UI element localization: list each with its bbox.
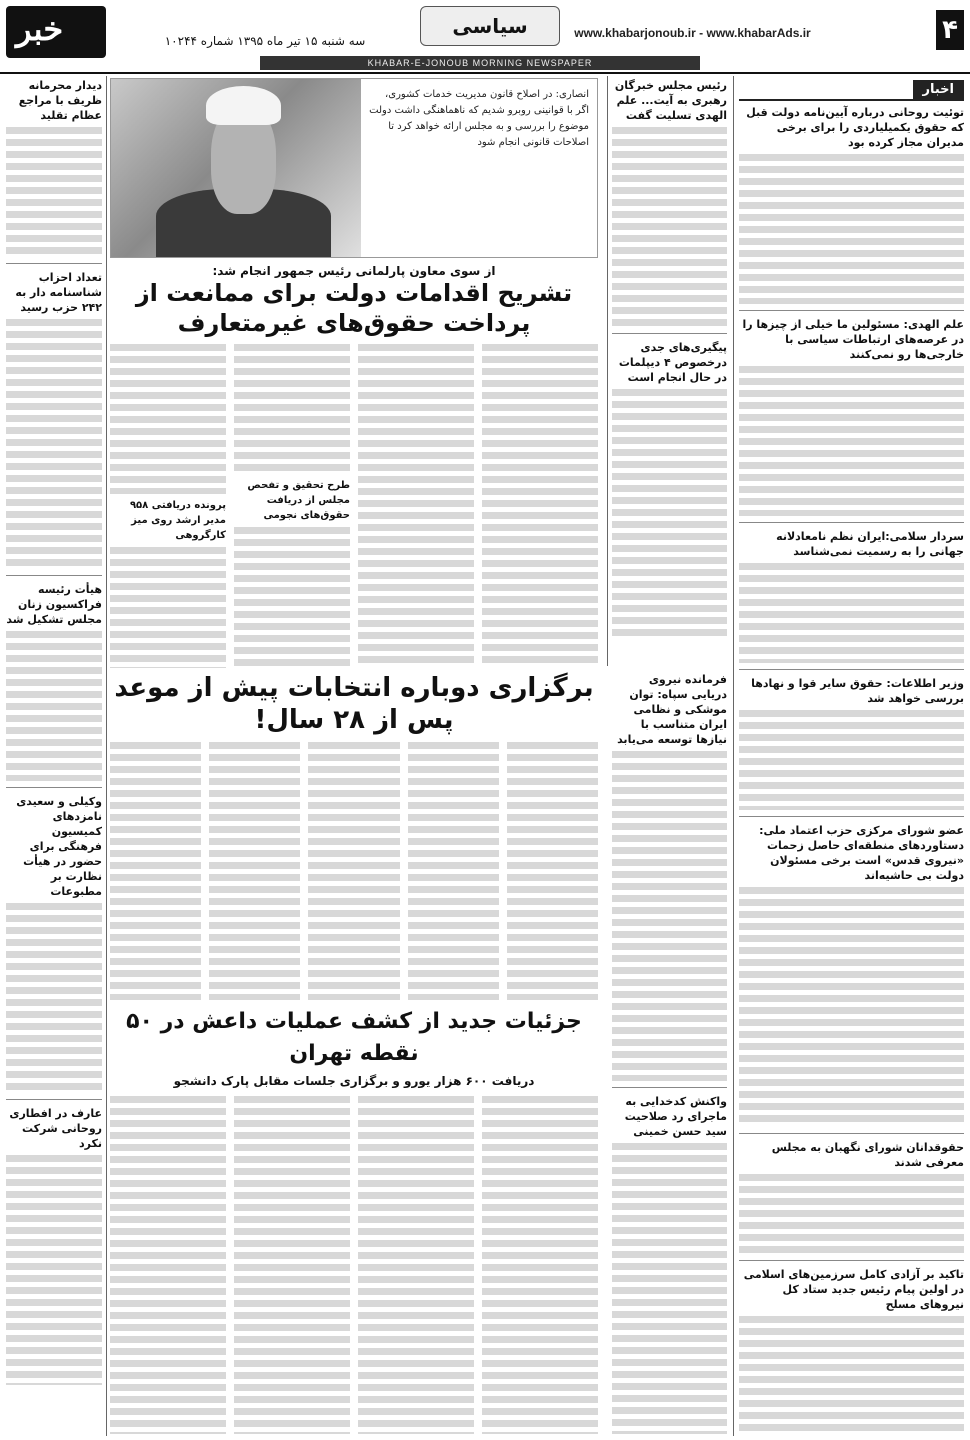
body-text	[739, 563, 964, 663]
banner: KHABAR-E-JONOUB MORNING NEWSPAPER	[260, 56, 700, 70]
body-text	[612, 389, 727, 639]
body-text	[209, 742, 300, 1000]
brief-headline[interactable]: رئیس مجلس خبرگان رهبری به آیت... علم الهدی تسلیت گفت	[614, 79, 727, 122]
article-body	[110, 344, 598, 668]
divider	[739, 1260, 964, 1261]
news-headline[interactable]: علم الهدی: مسئولین ما خیلی از چیزها را در عرصه‌های ارتباطات سیاسی با خارجی‌ها رو نمی‌کنند	[742, 318, 964, 361]
news-headline[interactable]: سردار سلامی:ایران نظم نامعادلانه جهانی را به رسمیت نمی‌شناسد	[776, 530, 964, 558]
body-text	[612, 1143, 727, 1434]
body-text	[6, 127, 102, 257]
body-text	[234, 344, 350, 474]
photo-turban	[206, 86, 281, 125]
body-text	[739, 366, 964, 516]
elections-article	[110, 672, 598, 1000]
body-text	[507, 742, 598, 1000]
elections-title[interactable]: برگزاری دوباره انتخابات پیش از موعد پس از ۲۸ سال!	[114, 673, 594, 735]
header-rule	[0, 72, 970, 74]
body-text	[6, 1155, 102, 1385]
brief-headline[interactable]: فرمانده نیروی دریایی سپاه: توان موشکی و نظامی ایران متناسب با نیازها توسعه می‌یابد	[617, 673, 727, 746]
elections-body	[110, 742, 598, 1000]
body-text	[110, 742, 201, 1000]
left-headline[interactable]: عارف در افطاری روحانی شرکت نکرد	[9, 1107, 102, 1150]
left-headline[interactable]: تعداد احزاب شناسنامه دار به ۲۴۲ حزب رسید	[15, 271, 102, 314]
security-article	[110, 1006, 598, 1434]
column-rule	[607, 76, 608, 666]
logo-text: خبر	[16, 10, 64, 48]
body-text	[6, 319, 102, 569]
subhead: طرح تحقیق و تفحص مجلس از دریافت حقوق‌های نجومی	[247, 480, 350, 521]
body-text	[234, 527, 350, 668]
column-rule	[106, 76, 107, 1436]
news-headline[interactable]: وزیر اطلاعات: حقوق سایر قوا و نهادها بررسی خواهد شد	[751, 677, 964, 705]
left-column	[6, 78, 102, 1434]
divider	[6, 263, 102, 264]
divider	[612, 1087, 727, 1088]
body-text	[739, 1316, 964, 1434]
brief-column	[612, 78, 727, 663]
brief-headline[interactable]: واکنش کدخدایی به ماجرای رد صلاحیت سید حسن خمینی	[624, 1095, 727, 1138]
section-label: سیاسی	[420, 6, 560, 46]
article-kicker: از سوی معاون پارلمانی رئیس جمهور انجام شد:	[212, 264, 496, 278]
divider	[6, 575, 102, 576]
left-headline[interactable]: هیأت رئیسه فراکسیون زنان مجلس تشکیل شد	[6, 583, 102, 626]
left-headline[interactable]: وکیلی و سعیدی نامزدهای کمیسیون فرهنگی برای حضور در هیأت نظارت بر مطبوعات	[16, 795, 102, 898]
news-headline[interactable]: تاکید بر آزادی کامل سرزمین‌های اسلامی در اولین پیام رئیس جدید ستاد کل نیروهای مسلح	[743, 1268, 964, 1311]
body-text	[482, 344, 598, 668]
newspaper-logo	[6, 6, 106, 58]
news-tag: اخبار	[913, 80, 965, 99]
divider	[739, 522, 964, 523]
subhead: پرونده دریافتی ۹۵۸ مدیر ارشد روی میز کارگروهی	[129, 500, 226, 541]
divider	[739, 816, 964, 817]
body-text	[739, 710, 964, 810]
divider	[739, 669, 964, 670]
news-headline[interactable]: عضو شورای مرکزی حزب اعتماد ملی: دستاوردهای منطقه‌ای حاصل زحمات «نیروی قدس» است برخی مسئولان دولت بی حاشیه‌اند	[759, 824, 964, 882]
divider	[739, 310, 964, 311]
news-headline[interactable]: توئیت روحانی درباره آیین‌نامه دولت قبل که حقوق یکمیلیاردی را برای برخی مدیران مجاز کرده بود	[746, 106, 964, 149]
body-text	[482, 1096, 598, 1434]
left-headline[interactable]: دیدار محرمانه ظریف با مراجع عظام تقلید	[18, 79, 102, 122]
body-text	[6, 631, 102, 781]
body-text	[110, 547, 226, 668]
divider	[739, 1133, 964, 1134]
body-text	[110, 1096, 226, 1434]
divider	[6, 1099, 102, 1100]
news-column	[739, 78, 964, 1434]
main-article	[110, 78, 598, 668]
body-text	[739, 1174, 964, 1254]
body-text	[110, 344, 226, 494]
body-text	[408, 742, 499, 1000]
security-title[interactable]: جزئیات جدید از کشف عملیات داعش در ۵۰ نقطه تهران	[126, 1009, 582, 1066]
security-subtitle: دریافت ۶۰۰ هزار یورو و برگزاری جلسات مقابل پارک دانشجو	[173, 1074, 535, 1088]
security-body	[110, 1096, 598, 1434]
body-text	[612, 127, 727, 327]
divider	[612, 333, 727, 334]
body-text	[612, 751, 727, 1081]
official-photo	[111, 79, 361, 257]
page-number: ۴	[936, 10, 964, 50]
photo-caption: انصاری: در اصلاح قانون مدیریت خدمات کشوری، اگر با قوانینی روبرو شدیم که ناهماهنگی داشت دولت موضوع را بررسی و به مجلس ارائه خواهد کرد تا اصلاحات قانونی انجام شود	[369, 89, 589, 148]
masthead	[0, 0, 970, 72]
body-text	[6, 903, 102, 1093]
divider	[6, 787, 102, 788]
column-rule	[733, 76, 734, 1436]
brief-column-lower	[612, 672, 727, 1434]
issue-date: سه شنبه ۱۵ تیر ماه ۱۳۹۵ شماره ۱۰۲۴۴	[164, 34, 366, 48]
body-text	[358, 344, 474, 668]
body-text	[739, 154, 964, 304]
article-title[interactable]: تشریح اقدامات دولت برای ممانعت از پرداخت حقوق‌های غیرمتعارف	[135, 279, 573, 337]
body-text	[234, 1096, 350, 1434]
brief-headline[interactable]: پیگیری‌های جدی درخصوص ۴ دیپلمات در حال انجام است	[618, 341, 727, 384]
body-text	[739, 887, 964, 1127]
site-url[interactable]: www.khabarjonoub.ir - www.khabarAds.ir	[574, 26, 811, 40]
news-headline[interactable]: حقوقدانان شورای نگهبان به مجلس معرفی شدند	[771, 1141, 964, 1169]
body-text	[308, 742, 399, 1000]
body-text	[358, 1096, 474, 1434]
